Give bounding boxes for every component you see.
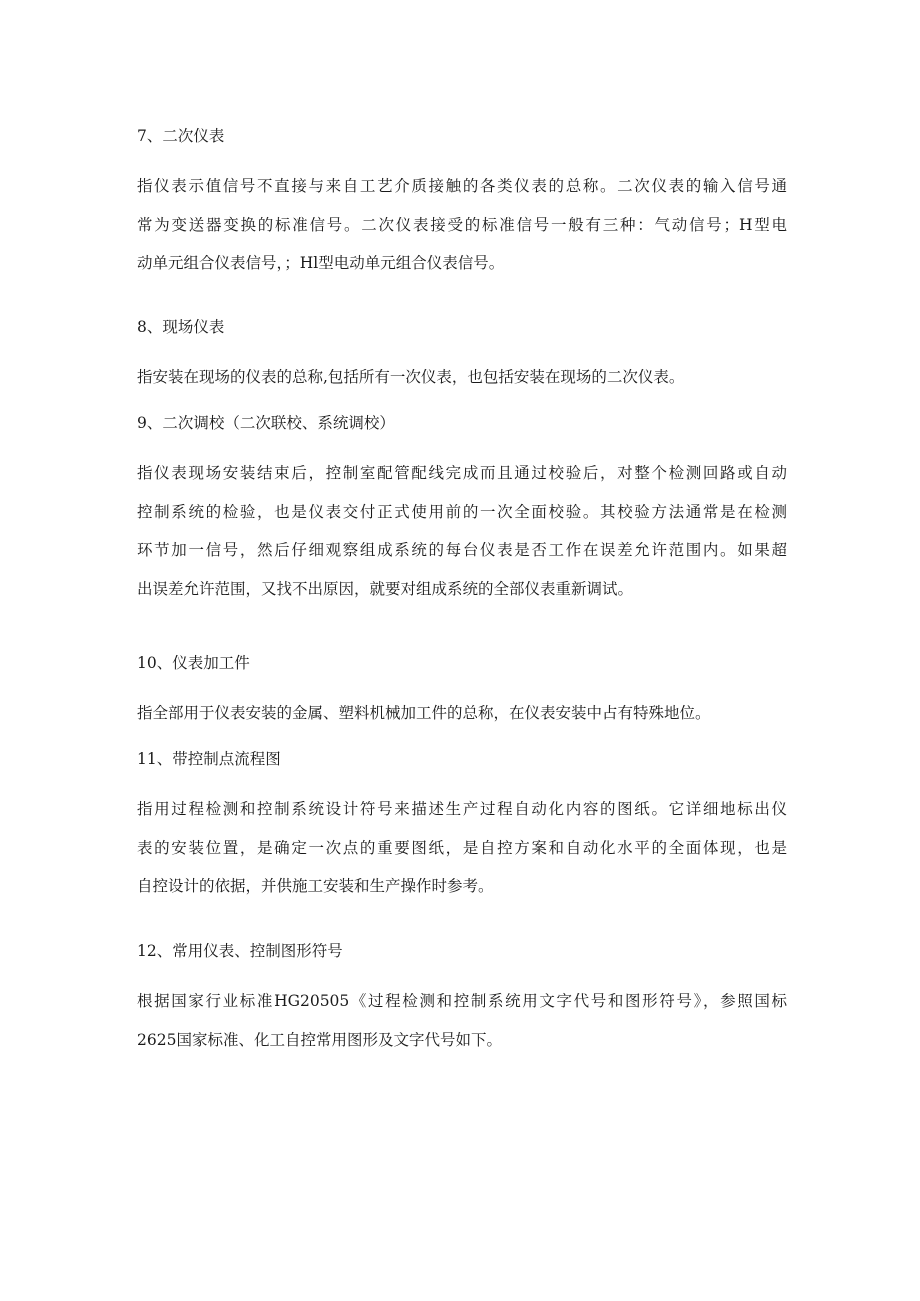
body-line: 2625国家标准、化工自控常用图形及文字代号如下。 <box>137 1030 502 1049</box>
section-body-8 <box>137 358 787 397</box>
section-body-9 <box>137 454 787 608</box>
section-heading-7: 7、二次仪表 <box>137 127 225 145</box>
body-line: 指全部用于仪表安装的金属、塑料机械加工件的总称，在仪表安装中占有特殊地位。 <box>137 704 711 722</box>
body-line: 控制系统的检验，也是仪表交付正式使用前的一次全面校验。其校验方法通常是在检测 <box>137 502 787 521</box>
body-line: 环节加一信号，然后仔细观察组成系统的每台仪表是否工作在误差允许范围内。如果超 <box>137 541 787 559</box>
body-line: 常为变送器变换的标准信号。二次仪表接受的标准信号一般有三种：气动信号；H型电 <box>137 215 787 234</box>
body-line: 表的安装位置，是确定一次点的重要图纸，是自控方案和自动化水平的全面体现，也是 <box>137 838 787 857</box>
section-body-11 <box>137 790 787 906</box>
section-heading-12: 12、常用仪表、控制图形符号 <box>137 942 343 960</box>
body-line: 指安装在现场的仪表的总称,包括所有一次仪表，也包括安装在现场的二次仪表。 <box>137 368 685 386</box>
section-heading-11: 11、带控制点流程图 <box>137 750 281 768</box>
body-line: 自控设计的依据，并供施工安装和生产操作时参考。 <box>137 877 494 895</box>
section-body-10 <box>137 694 787 733</box>
section-body-7 <box>137 167 787 283</box>
body-line: 根据国家行业标准HG20505《过程检测和控制系统用文字代号和图形符号》，参照国标 <box>137 992 787 1010</box>
section-body-12 <box>137 982 787 1059</box>
section-heading-9: 9、二次调校（二次联校、系统调校） <box>137 414 395 432</box>
body-line: 动单元组合仪表信号，；Hl型电动单元组合仪表信号。 <box>137 254 505 272</box>
body-line: 出误差允许范围，又找不出原因，就要对组成系统的全部仪表重新调试。 <box>137 579 634 598</box>
section-heading-8: 8、现场仪表 <box>137 318 225 336</box>
section-heading-10: 10、仪表加工件 <box>137 654 250 672</box>
body-line: 指仪表现场安装结束后，控制室配管配线完成而且通过校验后，对整个检测回路或自动 <box>137 464 787 482</box>
body-line: 指仪表示值信号不直接与来自工艺介质接触的各类仪表的总称。二次仪表的输入信号通 <box>137 177 787 195</box>
body-line: 指用过程检测和控制系统设计符号来描述生产过程自动化内容的图纸。它详细地标出仪 <box>137 800 787 818</box>
